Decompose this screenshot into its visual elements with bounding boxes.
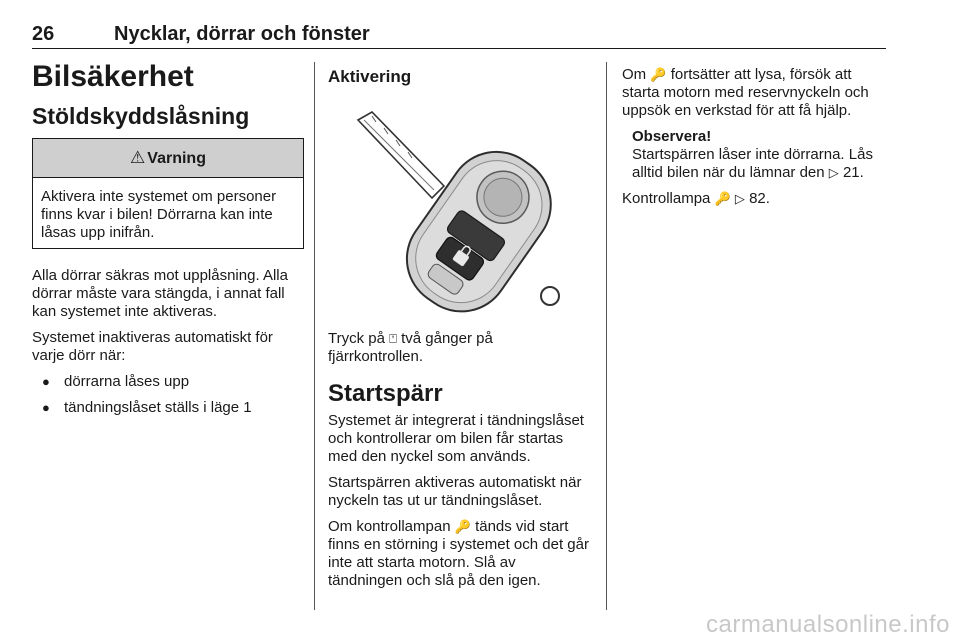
column-divider: [314, 62, 315, 610]
note-box: [622, 128, 888, 182]
note-text: [632, 146, 888, 182]
text-run: tänds vid start finns en störning i systemet och det går inte att starta motorn. Slå av tändningen och slå på den igen.: [328, 518, 589, 589]
warning-text: Aktivera inte systemet om personer finns kvar i bilen! Dörrarna kan inte låsas upp inifrån.: [41, 188, 277, 241]
text-run: två gånger på fjärrkontrollen.: [328, 330, 493, 365]
column-divider: [606, 62, 607, 610]
paragraph: Systemet är integrerat i tändningslåset och kontrollerar om bilen får startas med den nyckel som används.: [328, 412, 584, 465]
subsection-heading: Startspärr: [328, 380, 443, 407]
warning-box: [32, 138, 304, 249]
paragraph: Alla dörrar säkras mot upplåsning. Alla dörrar måste vara stängda, i annat fall kan systemet inte aktiveras.: [32, 267, 288, 320]
text-run: fortsätter att lysa, försök att starta motorn med reservnyckeln och uppsök en verkstad för att få hjälp.: [622, 66, 869, 119]
page-reference: 21.: [838, 164, 864, 181]
key-blade: [358, 112, 444, 198]
note-title: Observera!: [632, 128, 712, 145]
watermark: carmanualsonline.info: [706, 611, 950, 638]
column-3: [622, 52, 888, 216]
column-2: [328, 52, 592, 598]
paragraph: Systemet inaktiveras automatiskt för varje dörr när:: [32, 329, 273, 364]
warning-body: [33, 178, 303, 248]
page-number: 26: [32, 23, 55, 45]
warning-icon: ⚠: [130, 148, 146, 167]
subsection-heading: Stöldskyddslåsning: [32, 103, 250, 129]
key-fob-illustration: [328, 98, 592, 318]
paragraph: [328, 330, 592, 366]
page-header: [32, 20, 886, 49]
text-run: Tryck på: [328, 330, 390, 347]
paragraph: [328, 518, 592, 590]
immobilizer-warning-icon: 🔑: [650, 67, 667, 82]
warning-header: [33, 139, 303, 178]
immobilizer-warning-icon: 🔑: [454, 519, 471, 534]
column-1: [32, 52, 304, 425]
subsection-heading: Aktivering: [328, 67, 412, 86]
list-item: ● tändningslåset ställs i läge 1: [32, 399, 304, 417]
paragraph: [622, 190, 888, 208]
list-item: ● dörrarna låses upp: [32, 373, 304, 391]
bullet-list: [32, 373, 304, 417]
text-run: Om: [622, 66, 651, 83]
page-reference-arrow-icon: ▷: [828, 165, 839, 180]
page-reference: 82.: [744, 190, 770, 207]
lock-button-icon: ⍞: [389, 331, 397, 346]
page-reference-arrow-icon: ▷: [734, 191, 745, 206]
warning-title: Varning: [147, 150, 206, 167]
text-run: Kontrollampa: [622, 190, 715, 207]
page-title: Nycklar, dörrar och fönster: [114, 23, 370, 45]
keyring-loop: [541, 287, 559, 305]
paragraph: Startspärren aktiveras automatiskt när nyckeln tas ut ur tändningslåset.: [328, 474, 582, 509]
text-run: Om kontrollampan: [328, 518, 455, 535]
section-heading: Bilsäkerhet: [32, 60, 194, 93]
immobilizer-warning-icon: 🔑: [714, 191, 731, 206]
paragraph: [622, 66, 888, 120]
text-run: Startspärren låser inte dörrarna. Lås alltid bilen när du lämnar den: [632, 146, 873, 181]
